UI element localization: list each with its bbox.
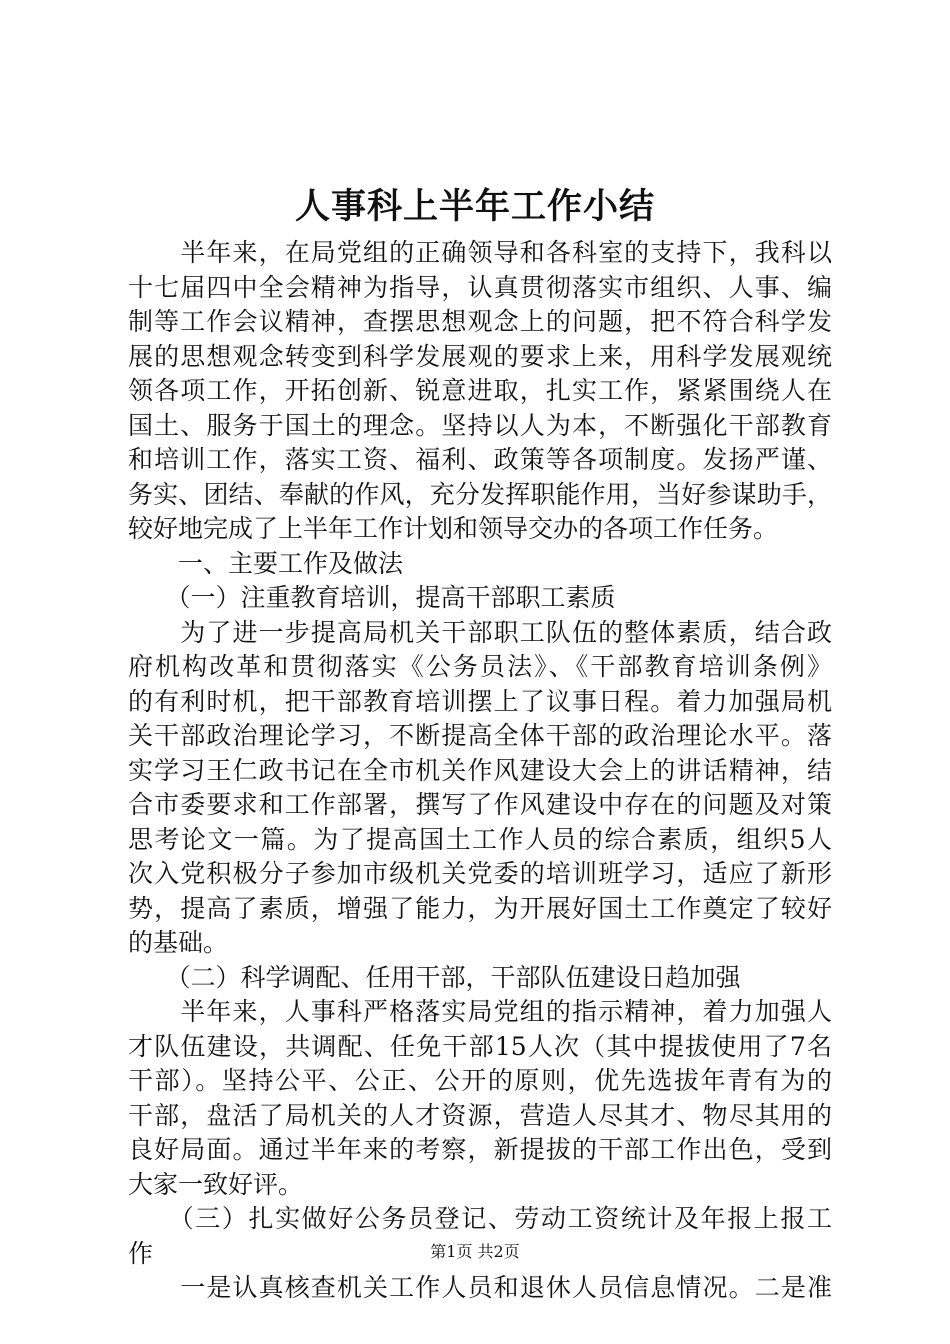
text-line: 良好局面。通过半年来的考察，新提拔的干部工作出色，受到 [128, 1135, 832, 1164]
text-line: （一）注重教育培训，提高干部职工素质 [128, 583, 616, 612]
text-line: 较好地完成了上半年工作计划和领导交办的各项工作任务。 [128, 514, 779, 543]
text-line: 合市委要求和工作部署，撰写了作风建设中存在的问题及对策 [128, 790, 832, 819]
text-line: 实学习王仁政书记在全市机关作风建设大会上的讲话精神，结 [128, 755, 832, 785]
text-line: 关干部政治理论学习，不断提高全体干部的政治理论水平。落 [128, 721, 832, 750]
text-line: 大家一致好评。 [128, 1169, 304, 1199]
document-title: 人事科上半年工作小结 [294, 186, 655, 227]
text-line: 府机构改革和贯彻落实《公务员法》、《干部教育培训条例》 [128, 652, 832, 681]
text-line: 领各项工作，开拓创新、锐意进取，扎实工作，紧紧围绕人在 [128, 376, 832, 405]
document-body [128, 236, 832, 1306]
text-line: 半年来，人事科严格落实局党组的指示精神，着力加强人 [128, 997, 832, 1026]
text-line: （二）科学调配、任用干部，干部队伍建设日趋加强 [128, 962, 741, 992]
text-line: 才队伍建设，共调配、任免干部15人次（其中提拔使用了7名 [128, 1031, 832, 1061]
text-line: 势，提高了素质，增强了能力，为开展好国土工作奠定了较好 [128, 893, 832, 923]
text-line: 次入党积极分子参加市级机关党委的培训班学习，适应了新形 [128, 859, 832, 888]
text-line: 干部，盘活了局机关的人才资源，营造人尽其才、物尽其用的 [128, 1100, 832, 1130]
text-line: （三）扎实做好公务员登记、劳动工资统计及年报上报工 [128, 1204, 832, 1233]
text-line: 和培训工作，落实工资、福利、政策等各项制度。发扬严谨、 [128, 445, 832, 474]
text-line: 半年来，在局党组的正确领导和各科室的支持下，我科以 [128, 238, 832, 267]
text-line: 的基础。 [128, 928, 229, 957]
text-line: 思考论文一篇。为了提高国土工作人员的综合素质，组织5人 [128, 824, 832, 854]
text-line: 务实、团结、奉献的作风，充分发挥职能作用，当好参谋助手， [128, 479, 832, 509]
text-line: 作 [128, 1238, 154, 1268]
text-line: 一是认真核查机关工作人员和退休人员信息情况。二是准 [128, 1273, 832, 1302]
text-line: 展的思想观念转变到科学发展观的要求上来，用科学发展观统 [128, 341, 832, 371]
text-line: 干部）。坚持公平、公正、公开的原则，优先选拔年青有为的 [128, 1066, 832, 1095]
text-line: 十七届四中全会精神为指导，认真贯彻落实市组织、人事、编 [128, 272, 832, 302]
text-line: 国土、服务于国土的理念。坚持以人为本，不断强化干部教育 [128, 410, 832, 440]
text-line: 为了进一步提高局机关干部职工队伍的整体素质，结合政 [128, 617, 832, 647]
text-line: 一、主要工作及做法 [128, 548, 404, 578]
page-footer: 第1页 共2页 [430, 1242, 520, 1261]
text-line: 的有利时机，把干部教育培训摆上了议事日程。着力加强局机 [128, 686, 832, 716]
text-line: 制等工作会议精神，查摆思想观念上的问题，把不符合科学发 [128, 307, 832, 336]
